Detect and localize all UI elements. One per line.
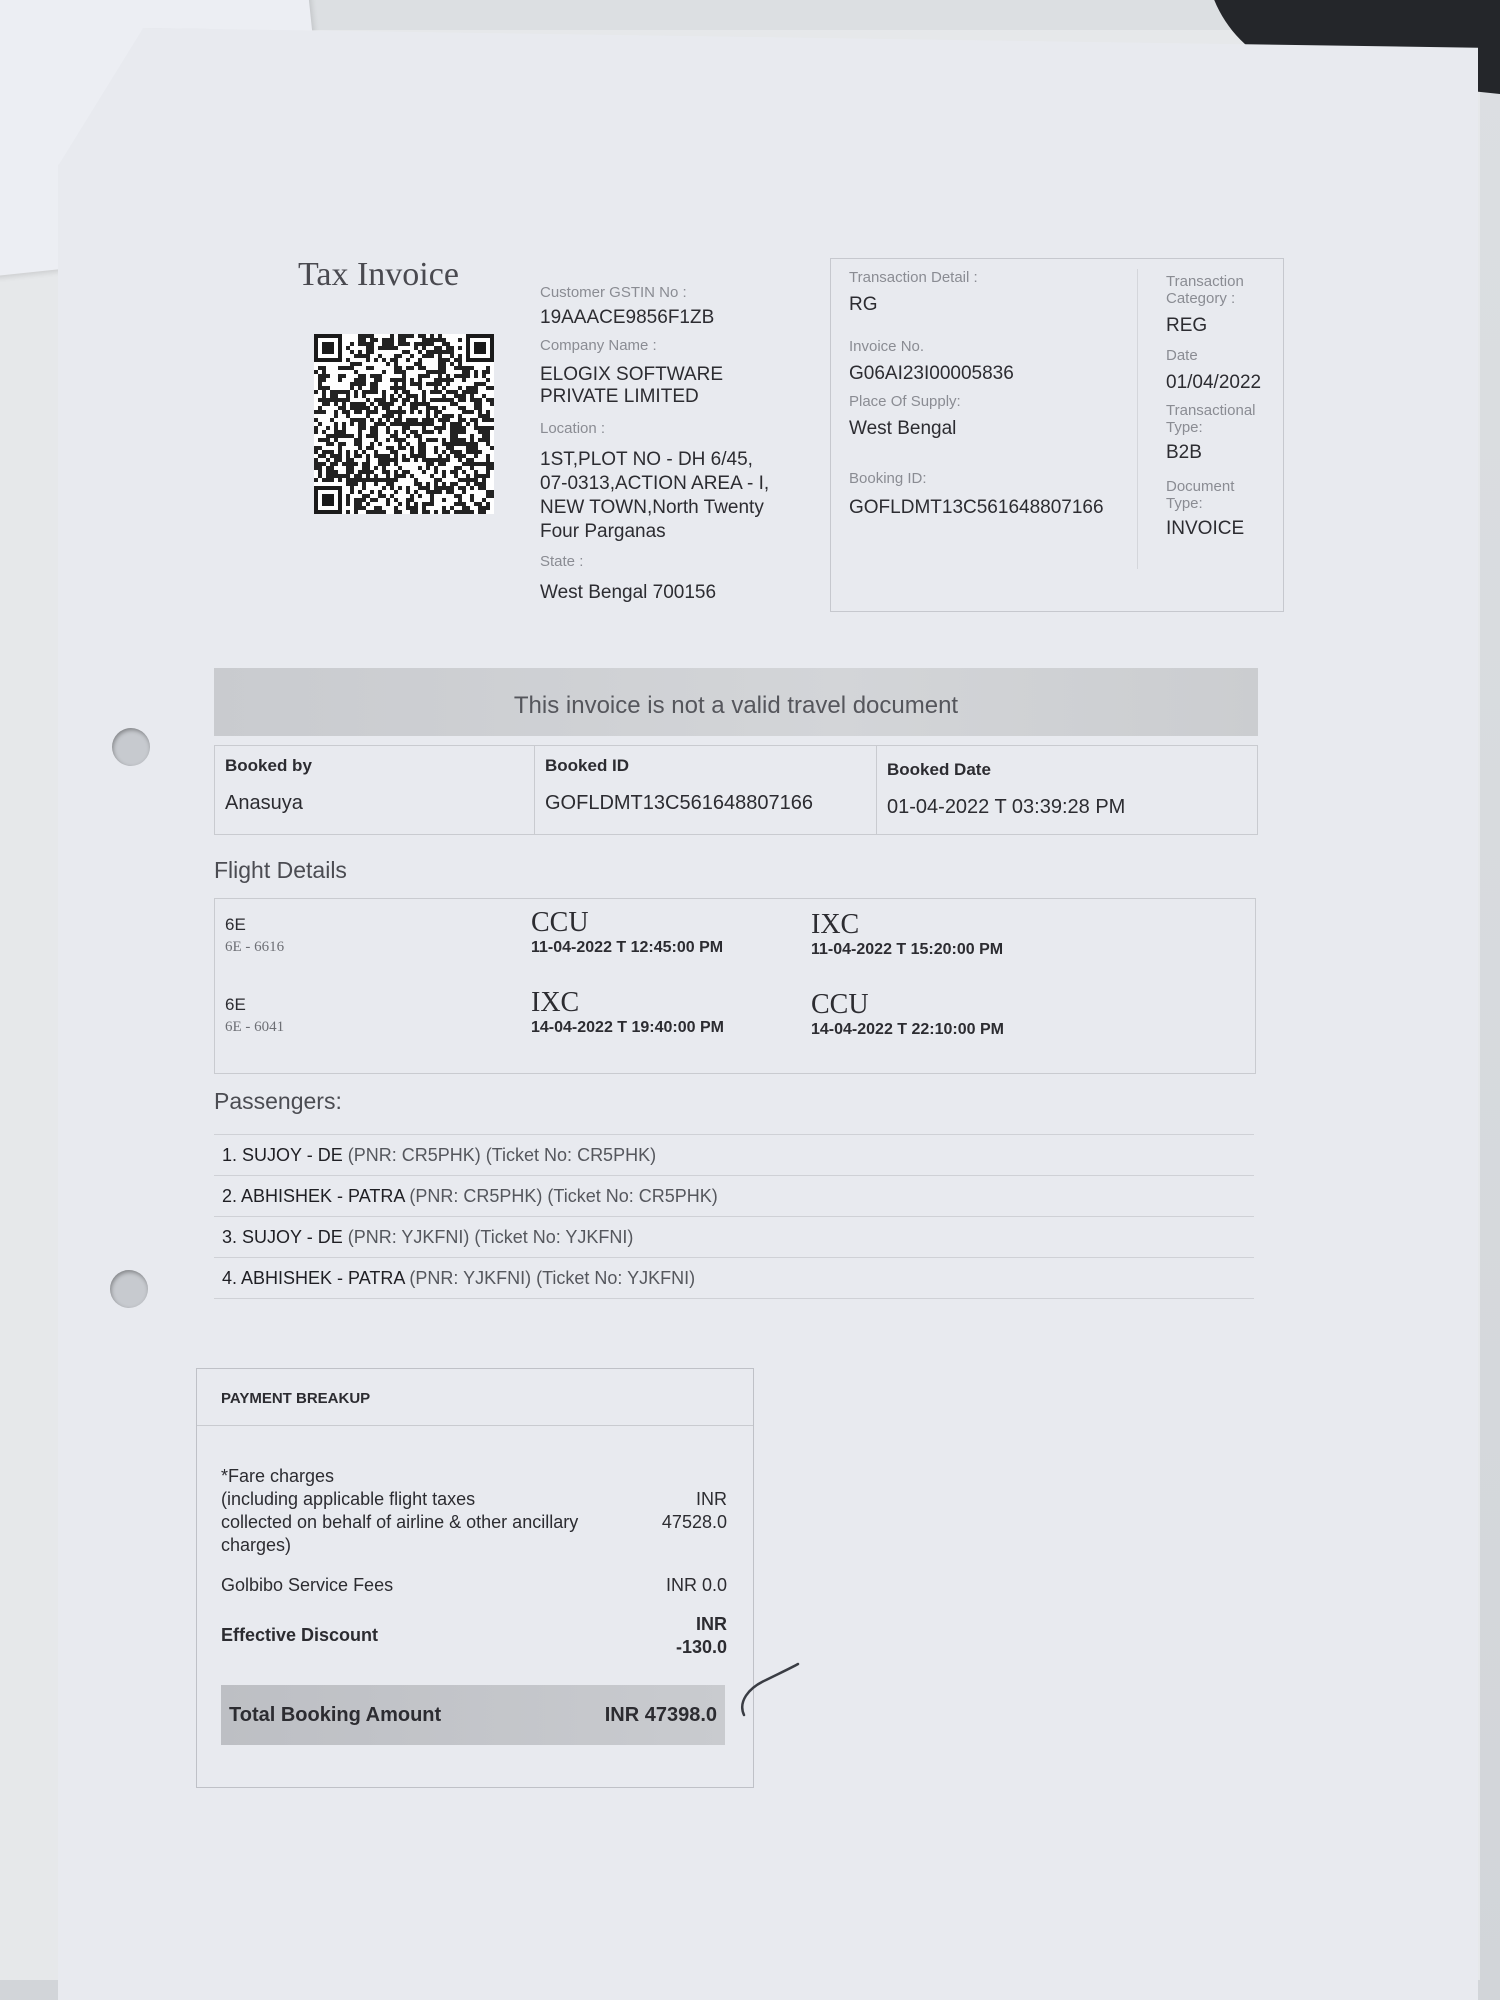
discount-label: Effective Discount: [221, 1625, 379, 1645]
invoice-no-label: Invoice No.: [849, 338, 925, 355]
flight-airline: 6E: [225, 915, 246, 934]
txn-detail-label: Transaction Detail :: [849, 269, 978, 286]
notice-banner: [214, 668, 1258, 736]
payment-title: PAYMENT BREAKUP: [197, 1369, 753, 1426]
date-label: Date: [1166, 347, 1198, 364]
supply-value: West Bengal: [849, 418, 957, 439]
flight-details-box: [214, 898, 1256, 1074]
list-item: [214, 1134, 1254, 1175]
passenger-name: 1. SUJOY - DE: [222, 1145, 343, 1165]
flight-2: [225, 995, 284, 1036]
flight-destination: IXC: [811, 909, 860, 940]
date-value: 01/04/2022: [1166, 372, 1262, 393]
flight-destination: CCU: [811, 989, 869, 1020]
state-label: State :: [540, 553, 584, 570]
flight-airline: 6E: [225, 995, 246, 1014]
doc-label-1: Document: [1166, 478, 1235, 495]
type-label-2: Type:: [1166, 419, 1203, 436]
booking-id-label: Booking ID:: [849, 470, 927, 487]
qr-code: [314, 334, 494, 514]
booked-id-cell: [535, 746, 877, 834]
discount-currency: INR: [696, 1614, 727, 1634]
service-fee-label: Golbibo Service Fees: [221, 1575, 394, 1595]
invoice-no-value: G06AI23I00005836: [849, 363, 1014, 384]
notice-text: This invoice is not a valid travel document: [513, 692, 959, 719]
booking-id-value: GOFLDMT13C561648807166: [849, 497, 1104, 518]
flight-departure: 14-04-2022 T 19:40:00 PM: [531, 1019, 724, 1036]
list-item: [214, 1216, 1254, 1257]
txn-detail-value: RG: [849, 294, 878, 315]
booked-date-label: Booked Date: [887, 760, 991, 779]
total-label: Total Booking Amount: [229, 1704, 442, 1726]
customer-details: [540, 276, 800, 604]
flight-details-heading: Flight Details: [214, 857, 347, 883]
fare-label-4: charges): [221, 1535, 292, 1555]
passenger-name: 2. ABHISHEK - PATRA: [222, 1186, 405, 1206]
booked-id-value: GOFLDMT13C561648807166: [545, 792, 813, 814]
pen-tick-icon: [736, 1660, 806, 1720]
passengers-heading: Passengers:: [214, 1088, 342, 1114]
fare-currency: INR: [696, 1489, 727, 1509]
service-fee-row: [221, 1575, 729, 1596]
gstin-label: Customer GSTIN No :: [540, 284, 687, 301]
booked-id-label: Booked ID: [545, 756, 630, 775]
transaction-details: [830, 258, 1284, 612]
divider: [1137, 269, 1138, 569]
punch-hole: [110, 1270, 148, 1308]
location-line2: 07-0313,ACTION AREA - I,: [540, 473, 770, 494]
list-item: [214, 1175, 1254, 1216]
discount-amount: -130.0: [675, 1637, 727, 1657]
payment-breakup: [196, 1368, 754, 1788]
gstin-value: 19AAACE9856F1ZB: [540, 307, 715, 328]
location-line1: 1ST,PLOT NO - DH 6/45,: [540, 449, 753, 470]
flight-departure: 11-04-2022 T 12:45:00 PM: [531, 939, 724, 956]
passenger-name: 4. ABHISHEK - PATRA: [222, 1268, 405, 1288]
company-name-line1: ELOGIX SOFTWARE: [540, 364, 723, 385]
booked-by-label: Booked by: [225, 756, 312, 775]
doc-label-2: Type:: [1166, 495, 1203, 512]
category-label-2: Category :: [1166, 290, 1236, 307]
company-label: Company Name :: [540, 337, 657, 354]
punch-hole: [112, 728, 150, 766]
qr-code-icon: [314, 334, 494, 514]
booked-date-value: 01-04-2022 T 03:39:28 PM: [887, 796, 1126, 818]
booked-by-value: Anasuya: [225, 792, 303, 814]
discount-row: [221, 1613, 729, 1659]
location-line3: NEW TOWN,North Twenty: [540, 497, 764, 518]
fare-row: [221, 1465, 729, 1557]
flight-number: 6E - 6041: [225, 1019, 285, 1035]
total-amount: INR 47398.0: [604, 1704, 717, 1726]
flight-origin: IXC: [531, 987, 580, 1018]
booked-by-cell: [215, 746, 535, 834]
type-value: B2B: [1166, 442, 1202, 463]
flight-origin: CCU: [531, 907, 589, 938]
passenger-pnr: (PNR: CR5PHK) (Ticket No: CR5PHK): [404, 1186, 718, 1206]
flight-number: 6E - 6616: [225, 939, 285, 955]
flight-arrival: 11-04-2022 T 15:20:00 PM: [811, 941, 1004, 958]
booked-date-cell: [877, 746, 1255, 834]
type-label-1: Transactional: [1166, 402, 1256, 419]
location-label: Location :: [540, 420, 606, 437]
passenger-name: 3. SUJOY - DE: [222, 1227, 343, 1247]
company-name-line2: PRIVATE LIMITED: [540, 386, 699, 407]
state-value: West Bengal 700156: [540, 582, 717, 603]
passenger-pnr: (PNR: YJKFNI) (Ticket No: YJKFNI): [342, 1227, 634, 1247]
location-line4: Four Parganas: [540, 521, 666, 542]
passenger-list: [214, 1134, 1254, 1299]
category-value: REG: [1166, 315, 1208, 336]
doc-type-value: INVOICE: [1166, 518, 1245, 539]
passenger-pnr: (PNR: YJKFNI) (Ticket No: YJKFNI): [404, 1268, 696, 1288]
flight-arrival: 14-04-2022 T 22:10:00 PM: [811, 1021, 1004, 1038]
list-item: [214, 1257, 1254, 1299]
page-title: Tax Invoice: [298, 256, 459, 293]
fare-amount: 47528.0: [661, 1512, 727, 1532]
supply-label: Place Of Supply:: [849, 393, 961, 410]
fare-label-2: (including applicable flight taxes: [221, 1489, 476, 1509]
fare-label-1: *Fare charges: [221, 1466, 335, 1486]
fare-label-3: collected on behalf of airline & other ancillary: [221, 1512, 579, 1532]
service-fee-amount: INR 0.0: [665, 1575, 727, 1595]
category-label-1: Transaction: [1166, 273, 1244, 290]
flight-1: [225, 915, 284, 956]
total-row: [221, 1685, 725, 1745]
booking-table: [214, 745, 1258, 835]
passenger-pnr: (PNR: CR5PHK) (Ticket No: CR5PHK): [342, 1145, 657, 1165]
